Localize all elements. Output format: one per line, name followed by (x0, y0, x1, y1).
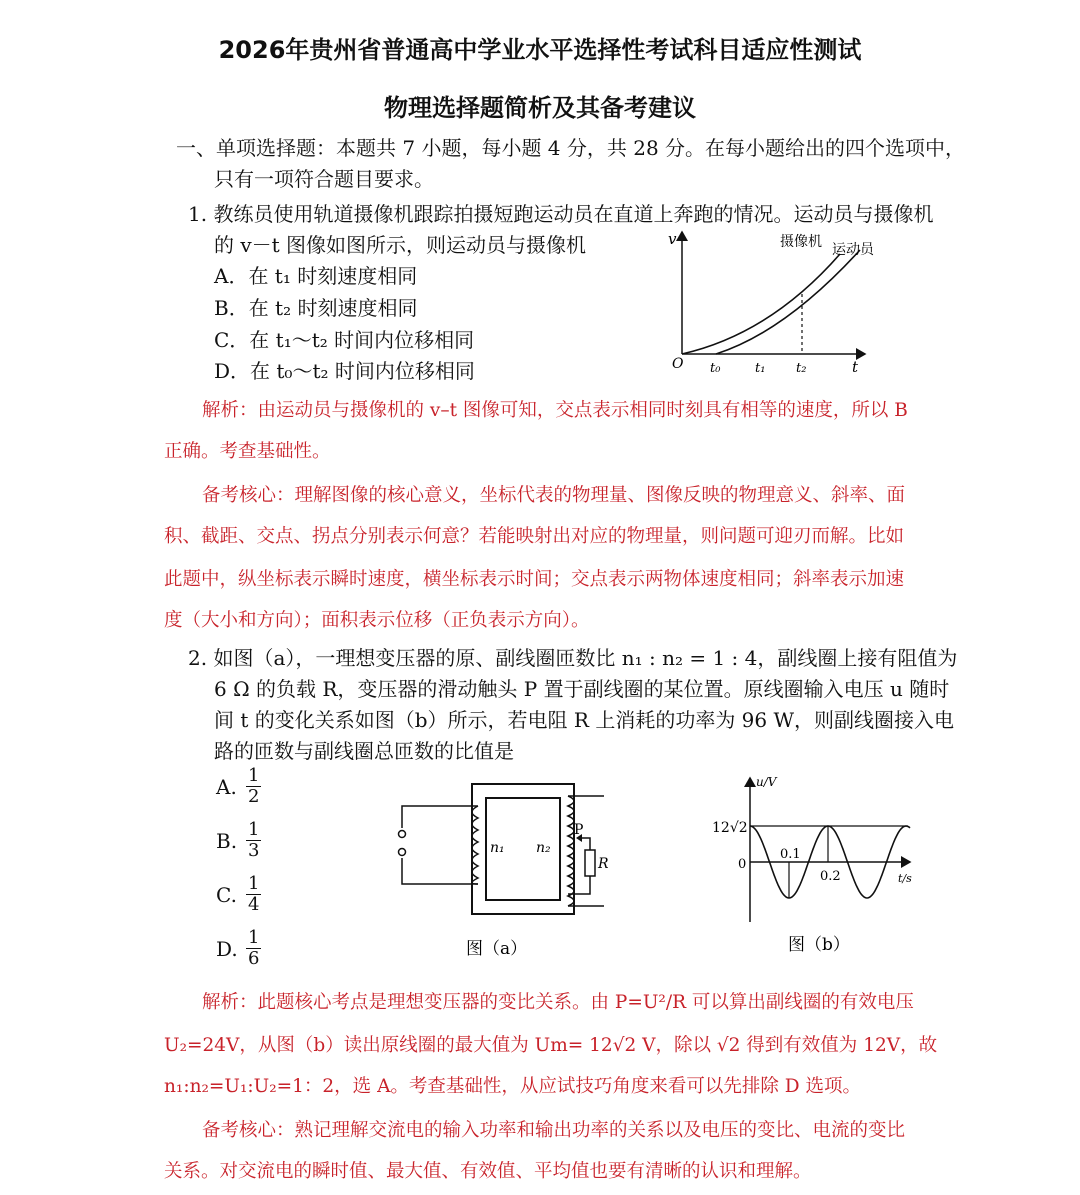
q1-core-3: 此题中，纵坐标表示瞬时速度，横坐标表示时间；交点表示两物体速度相同；斜率表示加速 (164, 569, 905, 590)
t1-label: 0.1 (780, 847, 801, 862)
athlete-curve (716, 250, 860, 354)
fraction-denominator: 2 (248, 786, 260, 807)
fraction-numerator: 1 (248, 927, 260, 948)
q1-core-2: 积、截距、交点、拐点分别表示何意？若能映射出对应的物理量，则问题可迎刃而解。比如 (164, 526, 905, 547)
option-label: A. (216, 774, 237, 799)
t2-label: 0.2 (820, 869, 841, 884)
q1-analysis: 解析：由运动员与摄像机的 v–t 图像可知，交点表示相同时刻具有相等的速度，所以 B (202, 400, 908, 421)
q1-analysis-cont: 正确。考查基础性。 (164, 441, 331, 462)
q2-analysis: 解析：此题核心考点是理想变压器的变比关系。由 P=U²/R 可以算出副线圈的有效电压 (202, 992, 914, 1013)
fraction-denominator: 4 (248, 894, 260, 915)
fraction-numerator: 1 (248, 873, 260, 894)
tick-t2: t₂ (796, 361, 807, 376)
q2-analysis-2: U₂=24V，从图（b）读出原线圈的最大值为 Um= 12√2 V，除以 √2 得到有效值为 12V，故 (164, 1035, 938, 1056)
q2-figure-b-ut-graph (708, 770, 930, 966)
origin-label: O (672, 356, 684, 372)
n1-label: n₁ (490, 840, 505, 856)
q1-option-d: D．在 t₀～t₂ 时间内位移相同 (214, 359, 475, 383)
tick-t0: t₀ (710, 361, 721, 376)
q2-stem-4: 路的匝数与副线圈总匝数的比值是 (214, 739, 514, 763)
q2-stem: 2. 如图（a），一理想变压器的原、副线圈匝数比 n₁ : n₂ = 1 : 4，副线圈上接有阻值为 (188, 646, 958, 670)
resistor (585, 850, 595, 876)
q2-stem-3: 间 t 的变化关系如图（b）所示，若电阻 R 上消耗的功率为 96 W，则副线圈接入电 (214, 708, 955, 732)
q2-analysis-3: n₁:n₂=U₁:U₂=1：2，选 A。考查基础性，从应试技巧角度来看可以先排除 D 选项。 (164, 1076, 862, 1097)
camera-label: 摄像机 (780, 234, 822, 250)
option-label: B. (216, 828, 238, 853)
fraction-denominator: 3 (248, 840, 260, 861)
q1-vt-graph (660, 222, 880, 380)
q1-core: 备考核心：理解图像的核心意义，坐标代表的物理量、图像反映的物理意义、斜率、面 (202, 485, 906, 506)
x-axis-label: t/s (898, 872, 912, 885)
page-title: 2026年贵州省普通高中学业水平选择性考试科目适应性测试 (218, 36, 862, 64)
option-label: C. (216, 882, 237, 907)
q2-option-d (216, 928, 261, 969)
tick-t1: t₁ (755, 361, 766, 376)
camera-curve (682, 254, 840, 354)
peak-label: 12√2 (712, 820, 748, 836)
fraction-denominator: 6 (248, 948, 260, 969)
r-label: R (598, 856, 609, 872)
x-axis-label: t (852, 358, 859, 376)
core-outer (472, 784, 574, 914)
q1-option-a: A．在 t₁ 时刻速度相同 (214, 264, 418, 288)
q2-core-2: 关系。对交流电的瞬时值、最大值、有效值、平均值也要有清晰的认识和理解。 (164, 1161, 812, 1182)
q1-option-c: C．在 t₁～t₂ 时间内位移相同 (214, 328, 475, 352)
q1-stem: 1. 教练员使用轨道摄像机跟踪拍摄短跑运动员在直道上奔跑的情况。运动员与摄像机 (188, 202, 934, 226)
figure-a-caption: 图（a） (466, 939, 528, 959)
section-heading: 一、单项选择题：本题共 7 小题，每小题 4 分，共 28 分。在每小题给出的四个选项中， (176, 136, 966, 160)
section-heading-cont: 只有一项符合题目要求。 (214, 167, 434, 191)
y-axis-label: u/V (756, 775, 777, 789)
q2-option-a (216, 766, 261, 807)
figure-b-caption: 图（b） (788, 935, 850, 955)
input-terminal (399, 849, 406, 856)
fraction-numerator: 1 (248, 819, 260, 840)
q2-option-c (216, 874, 261, 915)
y-axis-label: v (668, 230, 677, 248)
q2-figure-a-transformer (390, 776, 620, 966)
q2-stem-2: 6 Ω 的负载 R，变压器的滑动触头 P 置于副线圈的某位置。原线圈输入电压 u 随时 (214, 677, 950, 701)
fraction-numerator: 1 (248, 765, 260, 786)
zero-label: 0 (738, 857, 747, 872)
q1-option-b: B．在 t₂ 时刻速度相同 (214, 296, 418, 320)
option-label: D. (216, 936, 238, 961)
q2-core: 备考核心：熟记理解交流电的输入功率和输出功率的关系以及电压的变比、电流的变比 (202, 1120, 906, 1141)
input-terminal (399, 831, 406, 838)
q1-core-4: 度（大小和方向）；面积表示位移（正负表示方向）。 (164, 610, 590, 631)
page-subtitle: 物理选择题简析及其备考建议 (384, 94, 696, 122)
q1-stem-cont: 的 v－t 图像如图所示，则运动员与摄像机 (214, 233, 587, 257)
athlete-label: 运动员 (832, 242, 874, 258)
q2-option-b (216, 820, 261, 861)
p-label: P (574, 822, 584, 838)
n2-label: n₂ (536, 840, 551, 856)
